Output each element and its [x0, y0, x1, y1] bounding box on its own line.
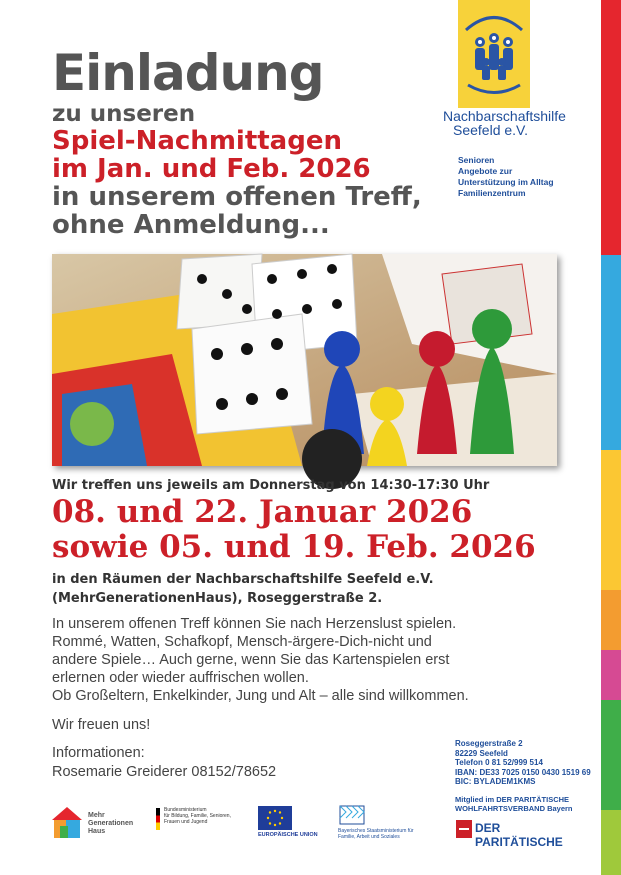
family-hands-icon [458, 0, 530, 108]
stripe-segment [601, 450, 621, 590]
heading-line-2: Spiel-Nachmittagen [52, 126, 342, 156]
organization-services: Senioren Angebote zur Unterstützung im Alltag Familienzentrum [458, 155, 554, 198]
stripe-segment [601, 590, 621, 650]
board-games-photo [52, 254, 557, 466]
ministry-logo: Bundesministerium für Bildung, Familie, Senioren, Frauen und Jugend [156, 804, 256, 844]
organization-address: Roseggerstraße 2 82229 Seefeld Telefon 0 81 52/999 514 IBAN: DE33 7025 0150 0430 1519 69 BIC: BYLADEM1KMS [455, 739, 591, 787]
membership-note: Mitglied im DER PARITÄTISCHE WOHLFAHRTSVERBAND Bayern [455, 795, 573, 813]
meeting-dates: 08. und 22. Januar 2026 sowie 05. und 19. Feb. 2026 [52, 494, 536, 565]
bavaria-ministry-logo: Bayerisches Staatsministerium für Familie, Arbeit und Soziales [338, 804, 428, 844]
heading-line-1: zu unseren [52, 101, 196, 127]
organization-logo [458, 0, 530, 108]
thanks-text: Wir freuen uns! [52, 717, 151, 733]
heading-line-3: im Jan. und Feb. 2026 [52, 154, 371, 184]
mehrgenerationenhaus-logo: Mehr Generationen Haus [48, 804, 148, 844]
paritaetische-logo: DER PARITÄTISCHE [456, 818, 586, 840]
stripe-segment [601, 350, 621, 450]
heading-line-4: in unserem offenen Treff, [52, 182, 422, 212]
german-flag-icon [156, 808, 160, 830]
heading-line-5: ohne Anmeldung... [52, 210, 330, 240]
stripe-segment [601, 810, 621, 875]
bavaria-crest-icon [338, 804, 366, 826]
contact-info: Informationen: Rosemarie Greiderer 08152/78652 [52, 745, 277, 780]
invitation-title: Einladung [52, 44, 324, 102]
stripe-segment [601, 650, 621, 700]
meeting-place: in den Räumen der Nachbarschaftshilfe Seefeld e.V. (MehrGenerationenHaus), Roseggerstraße 2. [52, 572, 434, 606]
meeting-intro: Wir treffen uns jeweils am Donnerstag von 14:30-17:30 Uhr [52, 478, 490, 493]
house-icon [48, 804, 86, 842]
stripe-segment [601, 255, 621, 350]
heading-subtitle [52, 102, 422, 239]
stripe-segment [601, 700, 621, 810]
eu-logo: EUROPÄISCHE UNION [258, 804, 338, 844]
description-text: In unserem offenen Treff können Sie nach Herzenslust spielen. Rommé, Watten, Schafkopf, Mensch-ärgere-Dich-nicht und andere Spiele… Auch gerne, wenn Sie das Kartenspielen erst erlernen oder wieder auffrischen wollen. Ob Großeltern, Enkelkinder, Jung und Alt – alle sind willkommen. [52, 616, 469, 704]
stripe-segment [601, 130, 621, 255]
eu-flag-icon [258, 806, 292, 830]
color-stripe [601, 0, 621, 875]
stripe-segment [601, 0, 621, 130]
paritaetische-icon [456, 820, 472, 838]
organization-name: Nachbarschaftshilfe Seefeld e.V. [443, 108, 566, 138]
